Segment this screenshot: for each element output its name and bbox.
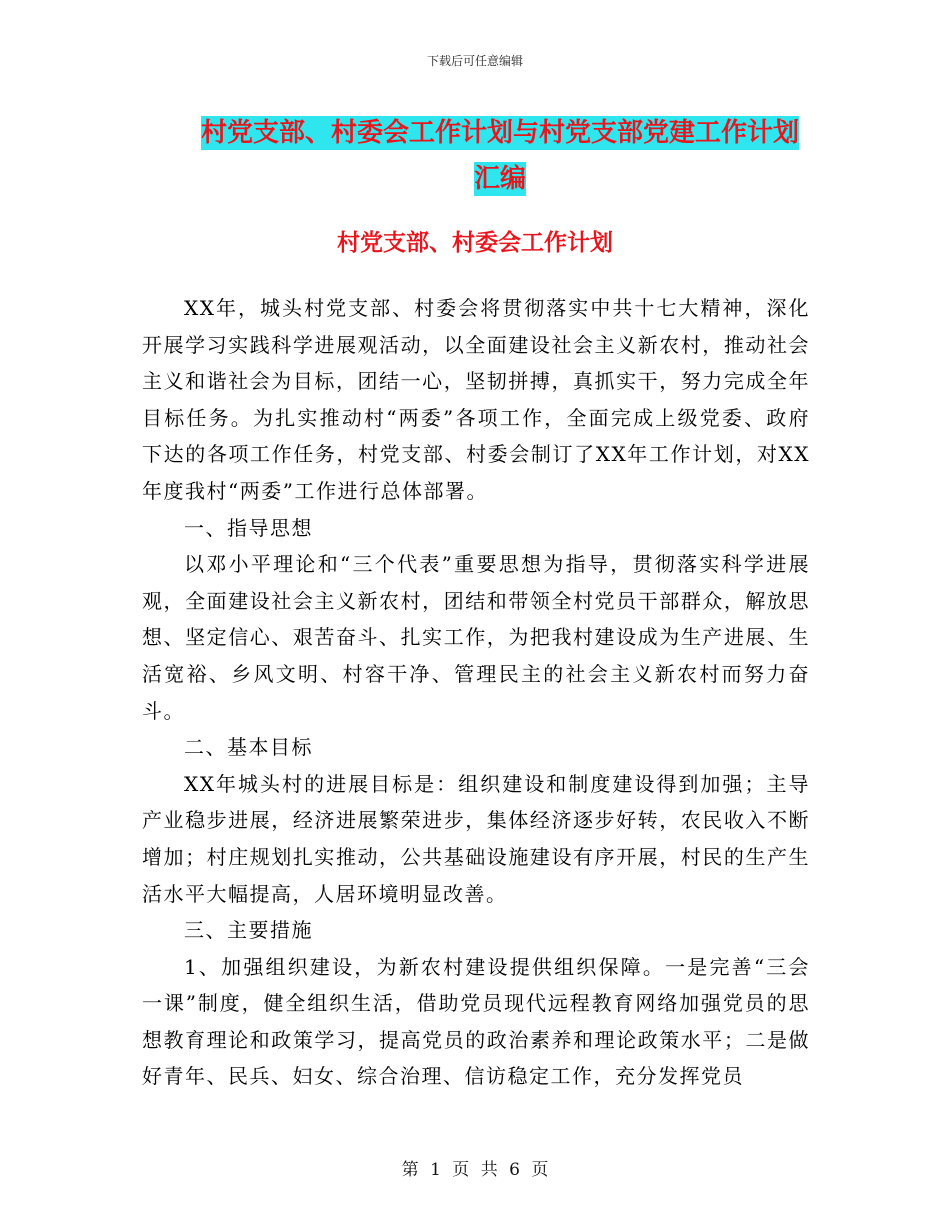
document-title [190,110,810,202]
body-text [142,290,810,1095]
document-title-text: 村党支部、村委会工作计划与村党支部党建工作计划汇编 [200,118,799,194]
header-note: 下载后可任意编辑 [426,54,523,68]
paragraph-basic-goals: XX年城头村的进展目标是：组织建设和制度建设得到加强；主导产业稳步进展，经济进展繁荣进步，集体经济逐步好转，农民收入不断增加；村庄规划扎实推动，公共基础设施建设有序开展，村民的生产生活水平大幅提高，人居环境明显改善。 [142,771,810,906]
heading-main-measures: 三、主要措施 [184,918,313,943]
heading-basic-goals: 二、基本目标 [184,735,313,760]
paragraph-guiding-ideology: 以邓小平理论和“三个代表”重要思想为指导，贯彻落实科学进展观，全面建设社会主义新农村，团结和带领全村党员干部群众，解放思想、坚定信心、艰苦奋斗、扎实工作，为把我村建设成为生产进展、生活宽裕、乡风文明、村容干净、管理民主的社会主义新农村而努力奋斗。 [142,552,810,723]
page-footer: 第 1 页 共 6 页 [401,1160,549,1180]
paragraph-measure-1: 1、加强组织建设，为新农村建设提供组织保障。一是完善“三会一课”制度，健全组织生活，借助党员现代远程教育网络加强党员的思想教育理论和政策学习，提高党员的政治素养和理论政策水平；二是做好青年、民兵、妇女、综合治理、信访稳定工作，充分发挥党员 [142,954,810,1089]
heading-guiding-ideology: 一、指导思想 [184,515,313,540]
section-title: 村党支部、村委会工作计划 [337,230,613,256]
paragraph-intro: XX年，城头村党支部、村委会将贯彻落实中共十七大精神，深化开展学习实践科学进展观活动，以全面建设社会主义新农村，推动社会主义和谐社会为目标，团结一心，坚韧拼搏，真抓实干，努力完成全年目标任务。为扎实推动村“两委”各项工作，全面完成上级党委、政府下达的各项工作任务，村党支部、村委会制订了XX年工作计划，对XX年度我村“两委”工作进行总体部署。 [142,296,810,503]
